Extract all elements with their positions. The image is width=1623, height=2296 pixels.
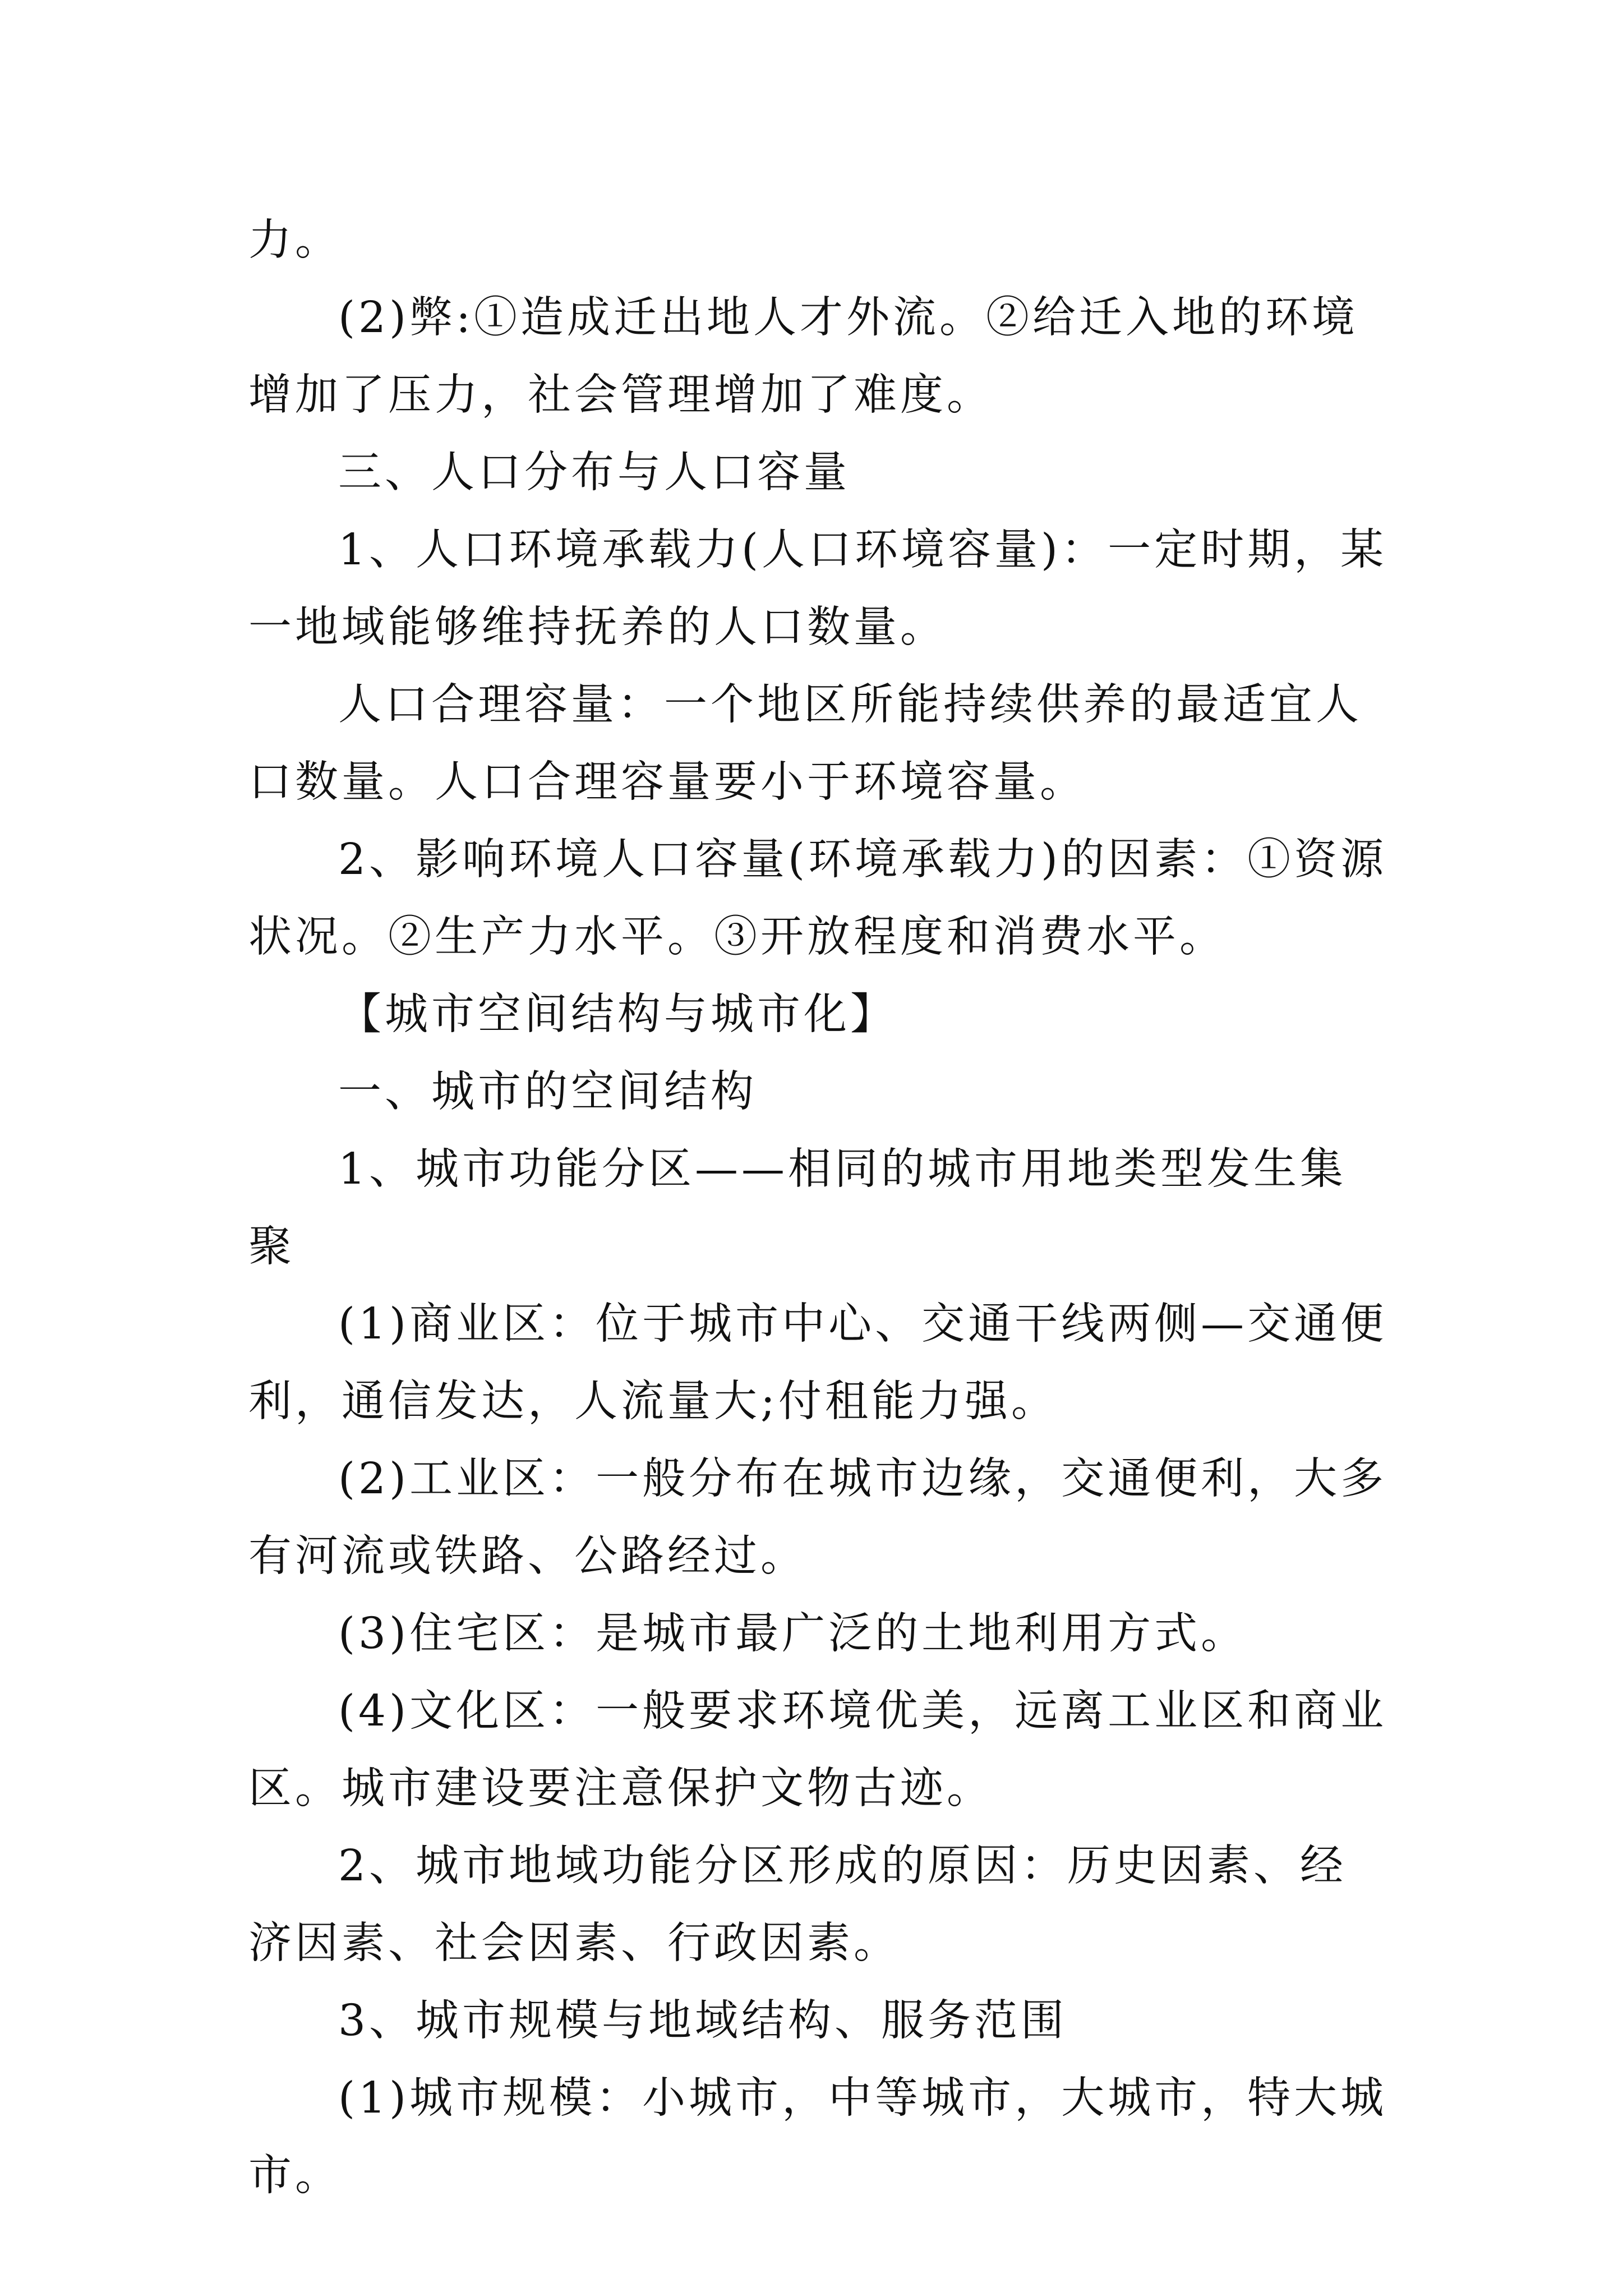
section-heading: 一、城市的空间结构 [338, 1067, 757, 1117]
chapter-heading: 【城市空间结构与城市化】 [338, 990, 897, 1039]
paragraph: 1、人口环境承载力(人口环境容量)：一定时期，某一地域能够维持抚养的人口数量。 [248, 525, 1387, 652]
paragraph: 1、城市功能分区——相同的城市用地类型发生集聚 [248, 1144, 1347, 1272]
section-heading: 三、人口分布与人口容量 [338, 448, 850, 498]
paragraph: (4)文化区：一般要求环境优美，远离工业区和商业区。城市建设要注意保护文物古迹。 [248, 1686, 1387, 1814]
paragraph: 3、城市规模与地域结构、服务范围 [338, 1996, 1067, 2046]
paragraph: (3)住宅区：是城市最广泛的土地利用方式。 [338, 1609, 1248, 1659]
paragraph: (2)弊:①造成迁出地人才外流。②给迁入地的环境增加了压力，社会管理增加了难度。 [248, 293, 1359, 420]
paragraph: 力。 [248, 215, 342, 265]
paragraph: (1)商业区：位于城市中心、交通干线两侧—交通便利，通信发达，人流量大;付租能力强。 [248, 1299, 1387, 1427]
paragraph: 2、城市地域功能分区形成的原因：历史因素、经济因素、社会因素、行政因素。 [248, 1841, 1347, 1968]
paragraph: (1)城市规模：小城市，中等城市，大城市，特大城市。 [248, 2073, 1387, 2201]
paragraph: (2)工业区：一般分布在城市边缘，交通便利，大多有河流或铁路、公路经过。 [248, 1454, 1387, 1581]
document-body [248, 202, 1393, 2215]
paragraph: 2、影响环境人口容量(环境承载力)的因素：①资源状况。②生产力水平。③开放程度和消费水平。 [248, 835, 1387, 962]
paragraph: 人口合理容量：一个地区所能持续供养的最适宜人口数量。人口合理容量要小于环境容量。 [248, 680, 1362, 807]
